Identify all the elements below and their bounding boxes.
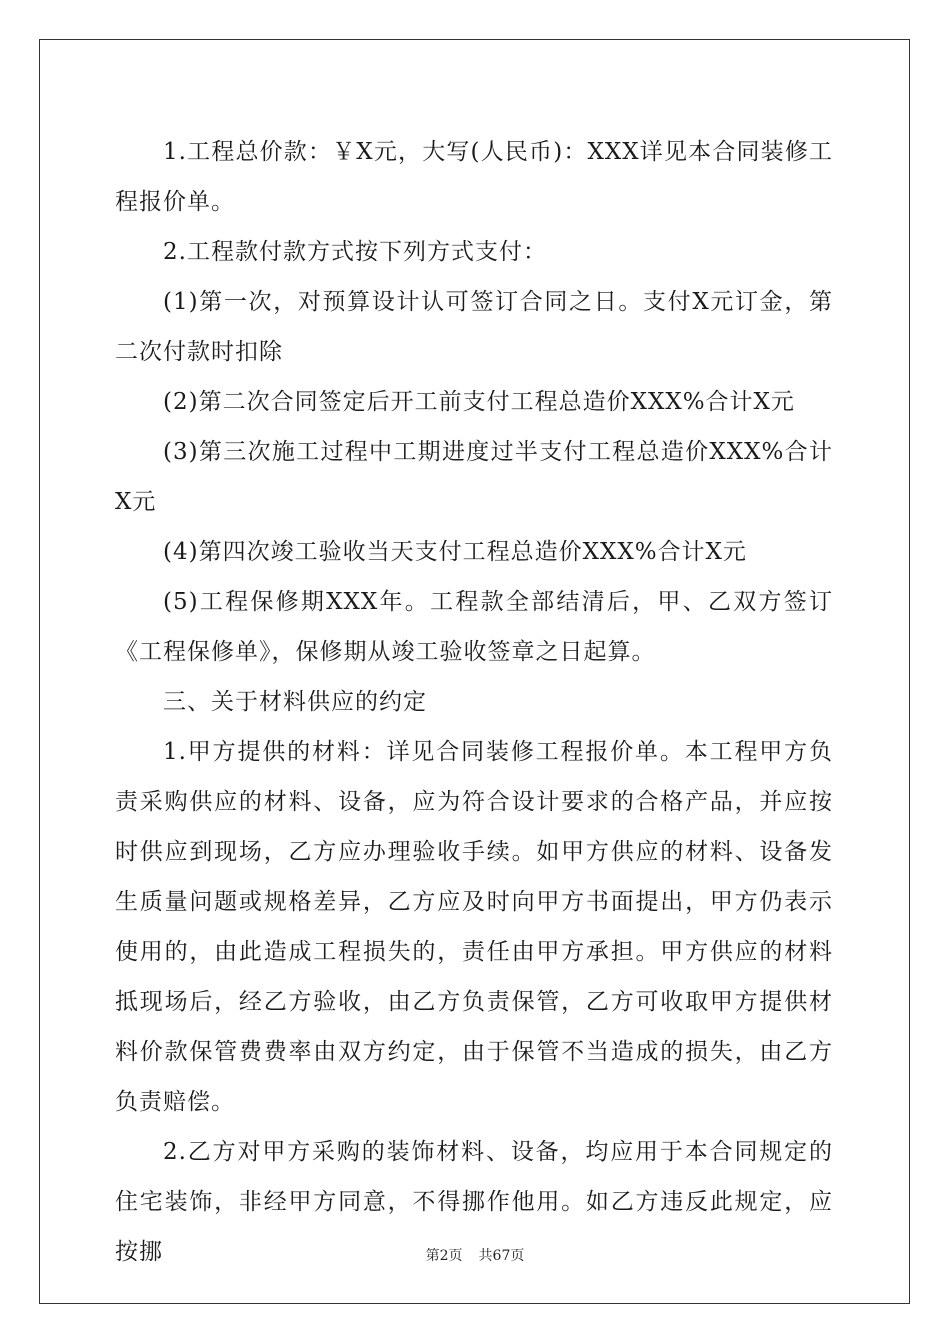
page-footer — [0, 1245, 950, 1265]
paragraph-materials-1: 1.甲方提供的材料：详见合同装修工程报价单。本工程甲方负责采购供应的材料、设备，应为符合设计要求的合格产品，并应按时供应到现场，乙方应办理验收手续。如甲方供应的材料、设备发生质量问题或规格差异，乙方应及时向甲方书面提出，甲方仍表示使用的，由此造成工程损失的，责任由甲方承担。甲方供应的材料抵现场后，经乙方验收，由乙方负责保管，乙方可收取甲方提供材料价款保管费费率由双方约定，由于保管不当造成的损失，由乙方负责赔偿。 — [115, 739, 833, 1115]
paragraph-total-price: 1.工程总价款：￥X元，大写(人民币)：XXX详见本合同装修工程报价单。 — [115, 139, 833, 215]
paragraph-payment-5: (5)工程保修期XXX年。工程款全部结清后，甲、乙双方签订《工程保修单》，保修期从竣工验收签章之日起算。 — [115, 589, 833, 665]
paragraph-payment-method: 2.工程款付款方式按下列方式支付： — [163, 239, 547, 265]
paragraph-payment-1: (1)第一次，对预算设计认可签订合同之日。支付X元订金，第二次付款时扣除 — [115, 289, 833, 365]
page-total: 共67页 — [478, 1248, 525, 1264]
paragraph-materials-2: 2.乙方对甲方采购的装饰材料、设备，均应用于本合同规定的住宅装饰，非经甲方同意，不得挪作他用。如乙方违反此规定，应按挪 — [115, 1139, 833, 1265]
section-heading-materials: 三、关于材料供应的约定 — [163, 689, 427, 715]
paragraph-payment-2: (2)第二次合同签定后开工前支付工程总造价XXX%合计X元 — [163, 389, 795, 415]
paragraph-payment-3: (3)第三次施工过程中工期进度过半支付工程总造价XXX%合计X元 — [115, 439, 833, 515]
page-number: 第2页 — [425, 1248, 463, 1264]
document-body — [115, 127, 833, 1277]
paragraph-payment-4: (4)第四次竣工验收当天支付工程总造价XXX%合计X元 — [163, 539, 747, 565]
